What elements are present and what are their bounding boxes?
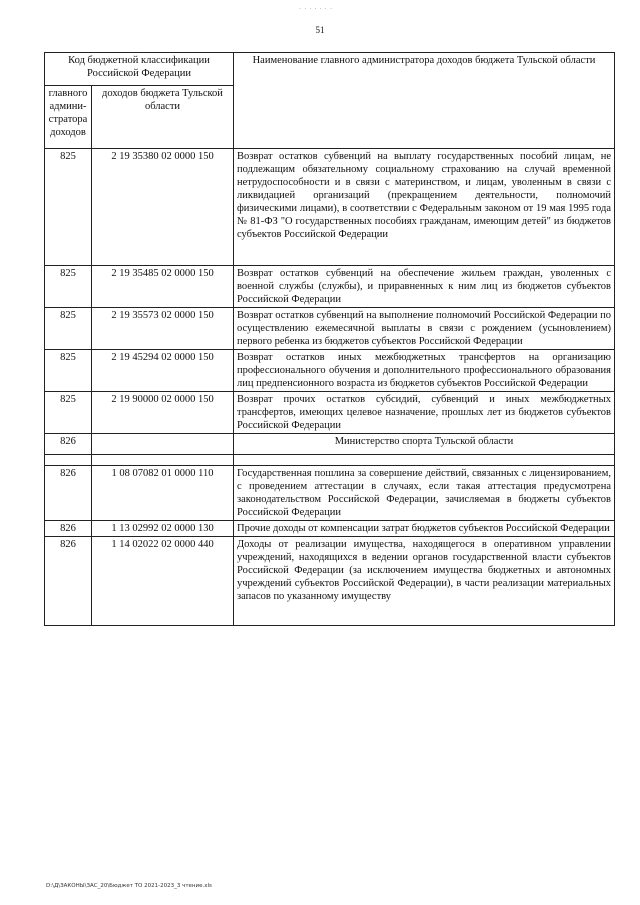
- revenue-description: Прочие доходы от компенсации затрат бюджетов субъектов Российской Федерации: [234, 521, 615, 537]
- revenue-description: Возврат прочих остатков субсидий, субвенций и иных межбюджетных трансфертов, имеющих целевое назначение, прошлых лет из бюджетов субъектов Российской Федерации: [234, 392, 615, 434]
- revenue-description: Возврат остатков субвенций на выполнение полномочий Российской Федерации по осуществлению ежемесячной выплаты в связи с рождением (усыновлением) первого ребенка из бюджетов субъектов Российской Федерации: [234, 308, 615, 350]
- admin-code: 825: [45, 266, 92, 308]
- section-empty-cell: [92, 434, 234, 455]
- table-row: [45, 466, 615, 521]
- admin-code: 825: [45, 308, 92, 350]
- section-row: [45, 434, 615, 455]
- page-number: 51: [315, 25, 325, 35]
- revenue-code: 2 19 35573 02 0000 150: [92, 308, 234, 350]
- table-row: [45, 537, 615, 626]
- spacer-cell: [45, 455, 92, 466]
- revenue-description: Возврат остатков субвенций на обеспечение жильем граждан, уволенных с военной службы (службы), и приравненных к ним лиц из бюджетов субъектов Российской Федерации: [234, 266, 615, 308]
- revenue-administrators-table: [44, 52, 615, 626]
- revenue-code: 2 19 45294 02 0000 150: [92, 350, 234, 392]
- revenue-description: Возврат остатков иных межбюджетных трансфертов на организацию профессионального обучения и дополнительного профессионального образования лиц предпенсионного возраста из бюджетов субъектов Российской Федерации: [234, 350, 615, 392]
- admin-code: 826: [45, 521, 92, 537]
- table-row: [45, 308, 615, 350]
- admin-code: 826: [45, 466, 92, 521]
- header-budget-classification-code: Код бюджетной классификации Российской Федерации: [45, 53, 234, 86]
- revenue-description: Государственная пошлина за совершение действий, связанных с лицензированием, с проведением аттестации в случаях, если такая аттестация предусмотрена законодательством Российской Федерации, зачисляемая в бюджеты субъектов Российской Федерации: [234, 466, 615, 521]
- revenue-code: 1 08 07082 01 0000 110: [92, 466, 234, 521]
- file-path-footer: D:\Д\ЗАКОНЫ\ЗАС_20\Бюджет ТО 2021-2023_3 чтение.xls: [46, 883, 212, 889]
- table-row: [45, 266, 615, 308]
- admin-code: 826: [45, 537, 92, 626]
- revenue-code: 2 19 35380 02 0000 150: [92, 149, 234, 266]
- scan-stamp-mark: · · · · · · ·: [299, 6, 333, 12]
- spacer-cell: [92, 455, 234, 466]
- section-admin-code: 826: [45, 434, 92, 455]
- table-row: [45, 392, 615, 434]
- admin-code: 825: [45, 350, 92, 392]
- spacer-row: [45, 455, 615, 466]
- spacer-cell: [234, 455, 615, 466]
- section-title: Министерство спорта Тульской области: [234, 434, 615, 455]
- revenue-code: 2 19 35485 02 0000 150: [92, 266, 234, 308]
- header-revenue-code: доходов бюджета Тульской области: [92, 86, 234, 149]
- table-row: [45, 350, 615, 392]
- admin-code: 825: [45, 149, 92, 266]
- header-main-administrator: главного админи-стратора доходов: [45, 86, 92, 149]
- table-row: [45, 149, 615, 266]
- revenue-code: 1 14 02022 02 0000 440: [92, 537, 234, 626]
- table-row: [45, 521, 615, 537]
- revenue-code: 2 19 90000 02 0000 150: [92, 392, 234, 434]
- revenue-code: 1 13 02992 02 0000 130: [92, 521, 234, 537]
- revenue-description: Доходы от реализации имущества, находящегося в оперативном управлении учреждений, находящихся в ведении органов государственной власти субъектов Российской Федерации (за исключением имущества бюджетных и автономных учреждений субъектов Российской Федерации), в части реализации материальных запасов по указанному имуществу: [234, 537, 615, 626]
- admin-code: 825: [45, 392, 92, 434]
- header-administrator-name: Наименование главного администратора доходов бюджета Тульской области: [234, 53, 615, 149]
- revenue-description: Возврат остатков субвенций на выплату государственных пособий лицам, не подлежащим обязательному социальному страхованию на случай временной нетрудоспособности и в связи с материнством, и лицам, уволенным в связи с ликвидацией организаций (прекращением деятельности, полномочий физическими лицами), в соответствии с Федеральным законом от 19 мая 1995 года № 81-ФЗ "О государственных пособиях гражданам, имеющим детей" из бюджетов субъектов Российской Федерации: [234, 149, 615, 266]
